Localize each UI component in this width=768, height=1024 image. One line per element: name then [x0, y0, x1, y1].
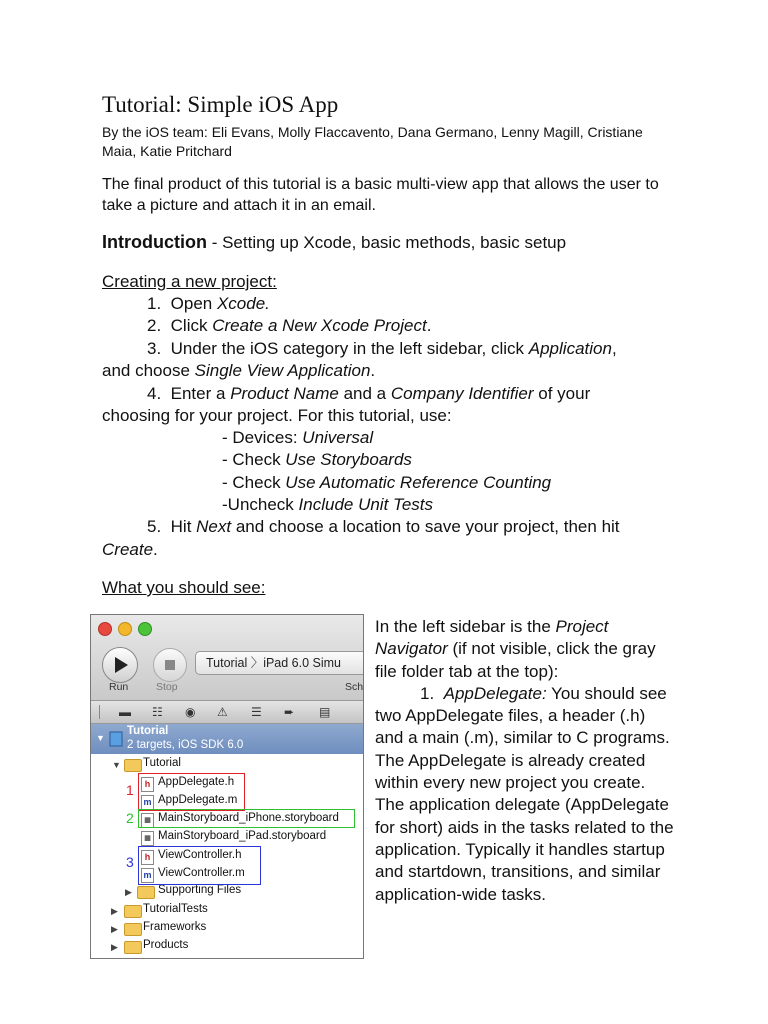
step-text: Enter a	[170, 384, 231, 403]
step-number: 5.	[147, 517, 162, 536]
scheme-selector: Tutorial 〉iPad 6.0 Simu	[195, 651, 364, 675]
step-4-line-2: choosing for your project. For this tutorial, use:	[102, 406, 452, 425]
divider	[99, 705, 101, 719]
option-text: - Devices:	[222, 428, 303, 447]
step-3-line-2	[102, 361, 375, 381]
stop-icon	[154, 649, 186, 681]
step-emphasis: Create	[102, 540, 154, 559]
xcode-screenshot	[90, 614, 364, 959]
step-text: Under the iOS category in the left sidebar, click	[170, 339, 529, 358]
group-tutorial: Tutorial	[143, 757, 181, 769]
option-text: -Uncheck	[222, 495, 299, 514]
step-emphasis: Create a New Xcode Project	[212, 316, 427, 335]
step-4	[147, 384, 590, 404]
folder-icon	[124, 759, 142, 772]
step-text: and a	[338, 384, 391, 403]
step-text: Open	[170, 294, 217, 313]
group-supporting-files: Supporting Files	[158, 884, 242, 896]
group-1-highlight	[138, 773, 245, 811]
close-window-icon	[98, 622, 112, 636]
group-number: 1	[126, 782, 134, 798]
step-emphasis: Single View Application	[194, 361, 371, 380]
source-file-icon: m	[141, 868, 154, 883]
intro-paragraph: The final product of this tutorial is a basic multi-view app that allows the user to take a picture and attach it in an email.	[102, 176, 659, 214]
side-text: (if not visible, click the gray file folder tab at the top):	[375, 639, 656, 681]
option-value: Universal	[302, 428, 374, 447]
header-file-icon: h	[141, 850, 154, 865]
step-number: 3.	[147, 339, 162, 358]
zoom-window-icon	[138, 622, 152, 636]
log-tab-icon: ▤	[319, 705, 331, 719]
debug-tab-icon: ☰	[251, 705, 262, 719]
disclosure-open-icon: ▼	[112, 760, 121, 770]
file-row: AppDelegate.h	[158, 776, 235, 788]
folder-icon	[124, 923, 142, 936]
xcode-toolbar	[91, 615, 363, 701]
play-icon	[103, 648, 137, 682]
stop-label: Stop	[156, 681, 178, 693]
stop-button	[153, 648, 187, 682]
what-you-should-see-heading: What you should see:	[102, 578, 266, 597]
option-storyboards	[222, 450, 412, 470]
symbol-tab-icon: ☷	[152, 705, 163, 719]
step-number: 1.	[147, 294, 162, 313]
step-text: Click	[170, 316, 213, 335]
introduction-label: Introduction	[102, 232, 207, 252]
folder-icon	[124, 905, 142, 918]
step-number: 2.	[147, 316, 162, 335]
breakpoint-tab-icon: ➨	[284, 705, 295, 719]
step-text: .	[153, 540, 158, 559]
step-emphasis: Company Identifier	[390, 384, 534, 403]
scheme-label: Sch	[345, 681, 364, 693]
step-text: and choose a location to save your project, then hit	[231, 517, 620, 536]
folder-icon	[137, 886, 155, 899]
step-text: of your	[533, 384, 591, 403]
run-button	[102, 647, 138, 683]
item-title: AppDelegate:	[443, 683, 547, 703]
item-number: 1.	[420, 683, 435, 703]
introduction-heading	[102, 232, 566, 253]
run-label: Run	[109, 681, 129, 693]
file-row: AppDelegate.m	[158, 794, 238, 806]
navigator-explanation	[375, 616, 675, 906]
step-emphasis: Next	[196, 517, 232, 536]
group-number: 2	[126, 810, 134, 826]
option-text: - Check	[222, 473, 286, 492]
step-5	[147, 517, 620, 537]
creating-heading: Creating a new project:	[102, 272, 277, 291]
page-title: Tutorial: Simple iOS App	[102, 92, 339, 117]
project-row	[91, 724, 363, 754]
option-devices	[222, 428, 373, 448]
option-value: Include Unit Tests	[298, 495, 434, 514]
introduction-text: - Setting up Xcode, basic methods, basic setup	[206, 233, 567, 252]
step-text: Hit	[170, 517, 197, 536]
group-2-highlight	[138, 809, 355, 828]
file-row: ViewController.h	[158, 849, 242, 861]
storyboard-file-icon: ▦	[141, 813, 154, 828]
option-unit-tests	[222, 495, 433, 515]
group-number: 3	[126, 854, 134, 870]
header-file-icon: h	[141, 777, 154, 792]
group-frameworks: Frameworks	[143, 921, 207, 933]
file-row: MainStoryboard_iPhone.storyboard	[158, 812, 339, 824]
group-3-highlight	[138, 846, 261, 885]
group-products: Products	[143, 939, 189, 951]
step-text: .	[370, 361, 376, 380]
step-1	[147, 294, 270, 314]
step-text: ,	[611, 339, 617, 358]
warning-tab-icon: ⚠	[217, 705, 228, 719]
project-subtitle: 2 targets, iOS SDK 6.0	[127, 739, 244, 751]
step-text: and choose	[102, 361, 195, 380]
item-text: You should see two AppDelegate files, a header (.h) and a main (.m), similar to C programs. The AppDelegate is already created within every new project you create. The application delegate (AppDelegate for short) aids in the tasks related to the application. Typically it handles startup and startdown, transitions, and similar application-wide tasks.	[375, 683, 674, 904]
folder-icon	[124, 941, 142, 954]
step-emphasis: Application	[528, 339, 612, 358]
step-5-line-2	[102, 540, 158, 560]
project-name: Tutorial	[127, 725, 169, 737]
search-tab-icon: ◉	[185, 705, 196, 719]
option-value: Use Automatic Reference Counting	[285, 473, 552, 492]
step-emphasis: Xcode.	[216, 294, 270, 313]
file-row: MainStoryboard_iPad.storyboard	[158, 830, 327, 842]
source-file-icon: m	[141, 795, 154, 810]
folder-tab-icon: ▬	[119, 705, 131, 719]
file-row: ViewController.m	[158, 867, 245, 879]
option-arc	[222, 473, 551, 493]
disclosure-closed-icon: ▶	[111, 906, 118, 916]
storyboard-file-icon: ▦	[141, 831, 154, 846]
minimize-window-icon	[118, 622, 132, 636]
side-text: In the left sidebar is the	[375, 617, 556, 636]
step-text: .	[426, 316, 432, 335]
step-number: 4.	[147, 384, 162, 403]
disclosure-closed-icon: ▶	[125, 887, 132, 897]
group-tutorial-tests: TutorialTests	[143, 903, 208, 915]
step-emphasis: Product Name	[230, 384, 339, 403]
step-3	[147, 339, 617, 359]
step-2	[147, 316, 431, 336]
project-icon	[109, 731, 123, 747]
side-emphasis: Project Navigator	[375, 617, 609, 659]
navigator-tab-bar	[91, 701, 363, 724]
authors-line: By the iOS team: Eli Evans, Molly Flaccavento, Dana Germano, Lenny Magill, Cristiane Maia, Katie Pritchard	[102, 124, 643, 159]
disclosure-open-icon: ▼	[96, 733, 105, 743]
disclosure-closed-icon: ▶	[111, 942, 118, 952]
option-value: Use Storyboards	[285, 450, 412, 469]
option-text: - Check	[222, 450, 286, 469]
disclosure-closed-icon: ▶	[111, 924, 118, 934]
